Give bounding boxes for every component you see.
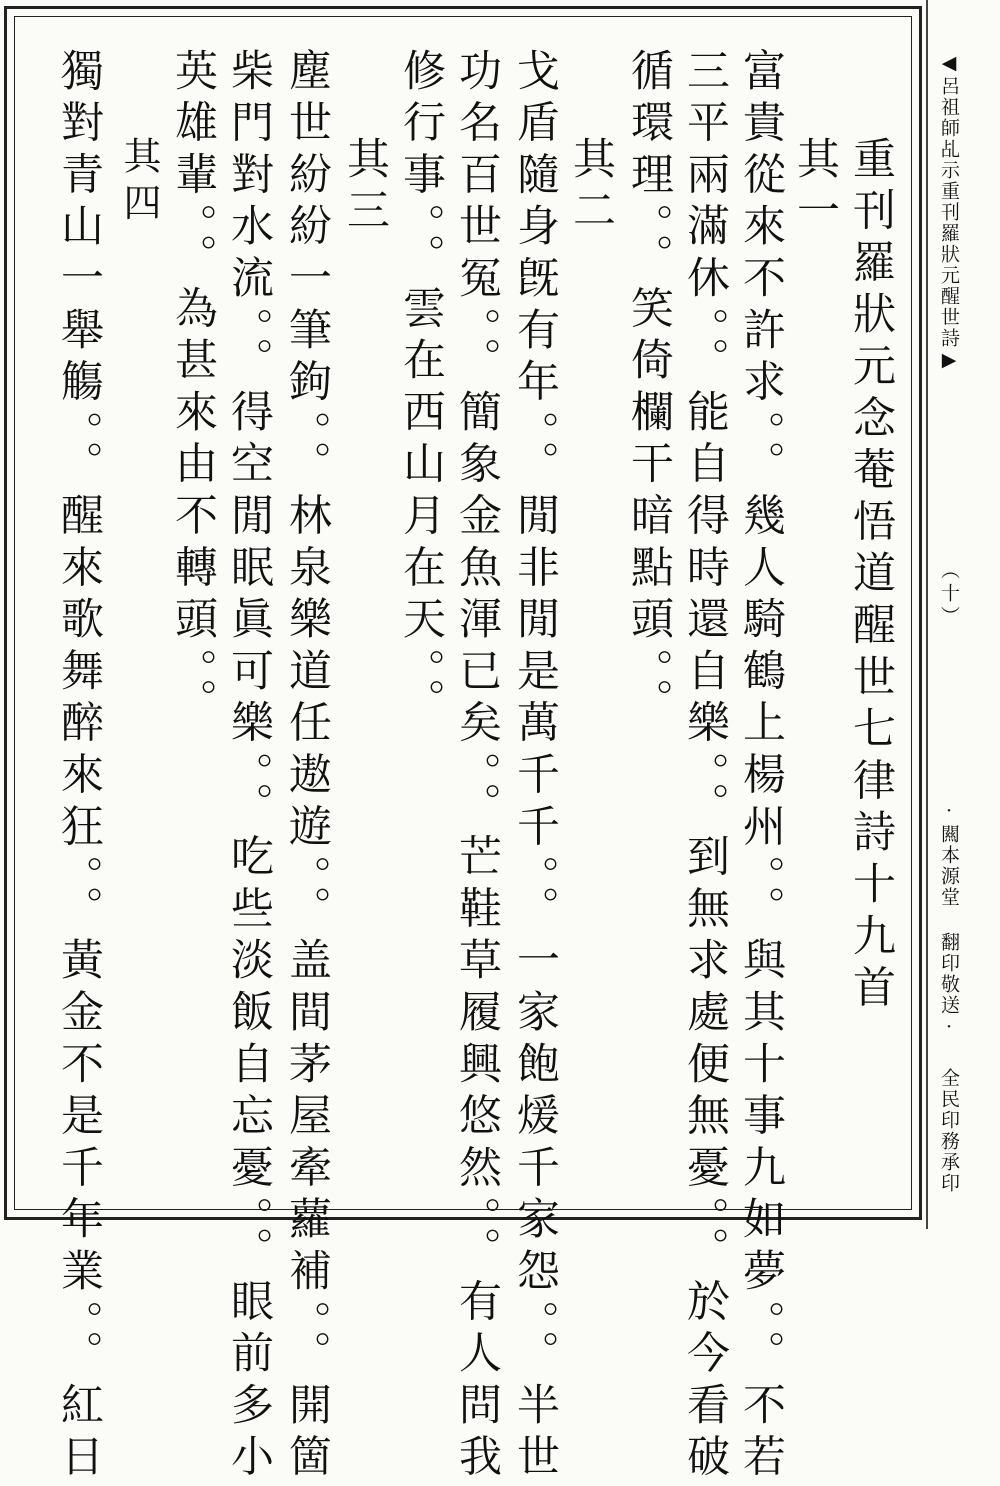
margin-printer: 全民印務承印	[938, 1068, 960, 1194]
poem3-line-2: 柴門對水流。。得空閒眠眞可樂。。吃些淡飯自忘憂。。眼前多小	[224, 48, 274, 1486]
margin-book-title: ◀呂祖師乩示重刊羅狀元醒世詩▶	[938, 52, 960, 373]
poem4-heading: 其四	[117, 136, 161, 230]
poem1-line-2: 三平兩滿休。。能自得時還自樂。。到無求處便無憂。。於今看破	[680, 48, 730, 1486]
poem2-heading: 其二	[566, 136, 616, 240]
margin-divider	[926, 0, 928, 1229]
margin-publisher: ·闗本源堂 翻印敬送·	[938, 800, 960, 1040]
poem3-line-3: 英雄輩。。為甚來由不轉頭。。	[168, 48, 218, 731]
poem2-line-2: 功名百世冤。。簡象金魚渾已矣。。芒鞋草履興悠然。。有人問我	[452, 48, 502, 1486]
poem1-line-3: 循環理。。笑倚欄干暗點頭。。	[624, 48, 674, 731]
poem1-heading: 其一	[790, 136, 840, 240]
poem-collection-title: 重刊羅狀元念菴悟道醒世七律詩十九首	[846, 136, 896, 1017]
margin-page-number: （十）	[938, 560, 960, 629]
poem2-line-3: 修行事。。雲在西山月在天。。	[396, 48, 446, 731]
poem2-line-1: 戈盾隨身旣有年。。閒非閒是萬千千。。一家飽煖千家怨。。半世	[510, 48, 560, 1486]
poem3-line-1: 塵世紛紛一筆鉤。。林泉樂道任遨遊。。盖間茅屋牽蘿補。。開箇	[282, 48, 332, 1486]
poem3-heading: 其三	[340, 136, 390, 240]
poem1-line-1: 富貴從來不許求。。幾人騎鶴上楊州。。與其十事九如夢。。不若	[736, 48, 786, 1486]
poem4-line-1: 獨對青山一舉觴。。醒來歌舞醉來狂。。黃金不是千年業。。紅日	[54, 48, 104, 1486]
